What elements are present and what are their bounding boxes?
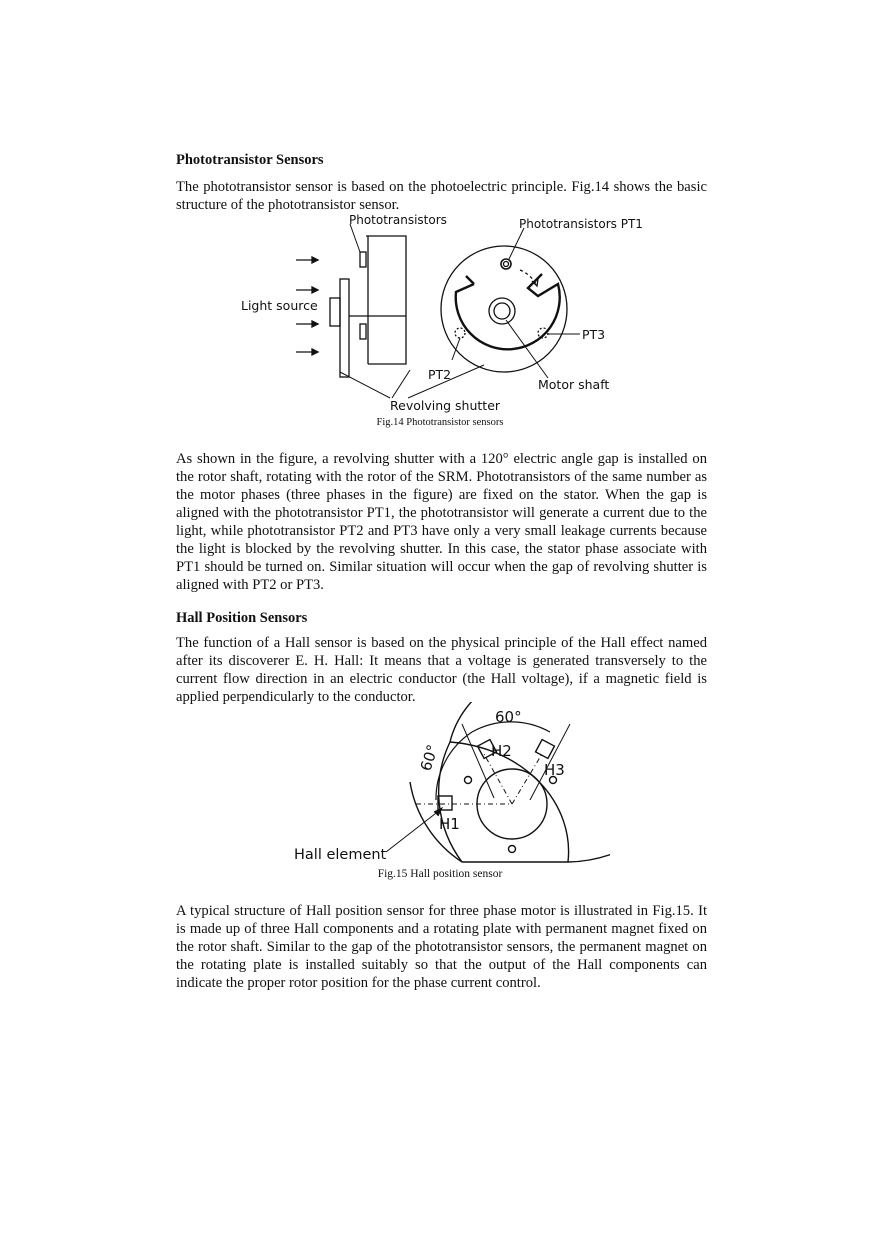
mount-hole <box>465 777 472 784</box>
revolving-shutter <box>456 274 560 349</box>
motor-shaft <box>489 298 515 324</box>
section-heading-hall: Hall Position Sensors <box>176 610 308 626</box>
label-phototransistors-pt1: Phototransistors PT1 <box>519 217 643 231</box>
phototransistor-side-top <box>360 252 366 267</box>
paragraph-phototransistor-body: As shown in the figure, a revolving shutter with a 120° electric angle gap is installed on the rotor shaft, rotating with the rotor of the SRM. Phototransistors of the same number as the motor phases (three phases in the figure) are fixed on the stator. When the gap is aligned with the phototransistor PT1, the phototransistor will generate a current due to the light, while phototransistor PT2 and PT3 have only a very small leakage currents because the light is blocked by the revolving shutter. In this case, the stator phase associate with PT1 should be turned on. Similar situation will occur when the gap of revolving shutter is aligned with PT2 or PT3. <box>176 451 707 593</box>
label-hall-element: Hall element <box>294 847 387 863</box>
label-h1: H1 <box>439 815 460 833</box>
paragraph-hall-body: A typical structure of Hall position sensor for three phase motor is illustrated in Fig.15. It is made up of three Hall components and a rotating plate with permanent magnet fixed on the rotor shaft. Similar to the gap of the phototransistor sensors, the permanent magnet on the rotating plate is installed suitably so that the output of the Hall components can indicate the proper rotor position for the phase current control. <box>176 903 707 991</box>
label-light-source: Light source <box>241 298 318 313</box>
figure-caption-15: Fig.15 Hall position sensor <box>377 868 503 880</box>
label-h2: H2 <box>491 742 512 760</box>
pt2-sensor <box>455 328 465 338</box>
label-motor-shaft: Motor shaft <box>538 377 610 392</box>
phototransistor-side-bottom <box>360 324 366 339</box>
section-heading-phototransistor: Phototransistor Sensors <box>176 152 324 168</box>
paragraph-hall-intro: The function of a Hall sensor is based on the physical principle of the Hall effect named after its discoverer E. H. Hall: It means that a voltage is generated transversely to the current flow direction in an electric conductor (the Hall voltage), if a magnetic field is applied perpendicularly to the conductor. <box>176 635 707 705</box>
label-angle-left: 60° <box>416 742 443 774</box>
label-angle-top: 60° <box>495 708 522 726</box>
label-revolving-shutter: Revolving shutter <box>390 398 501 413</box>
hall-element-h3 <box>536 740 555 759</box>
stator-bracket <box>366 236 406 364</box>
figure-phototransistor-sensors <box>230 212 650 415</box>
pt1-sensor <box>501 259 511 269</box>
label-pt2: PT2 <box>428 367 452 382</box>
rotating-plate <box>450 702 610 862</box>
shutter-plate-side <box>340 279 349 377</box>
label-phototransistors: Phototransistors <box>349 213 447 227</box>
figure-hall-position-sensor <box>290 702 610 868</box>
paragraph-phototransistor-intro: The phototransistor sensor is based on the photoelectric principle. Fig.14 shows the basic structure of the phototransistor sensor. <box>176 179 707 213</box>
light-source-bracket <box>330 298 340 326</box>
figure-caption-14: Fig.14 Phototransistor sensors <box>376 417 504 428</box>
label-pt3: PT3 <box>582 327 606 342</box>
mount-hole <box>509 846 516 853</box>
label-h3: H3 <box>544 761 565 779</box>
